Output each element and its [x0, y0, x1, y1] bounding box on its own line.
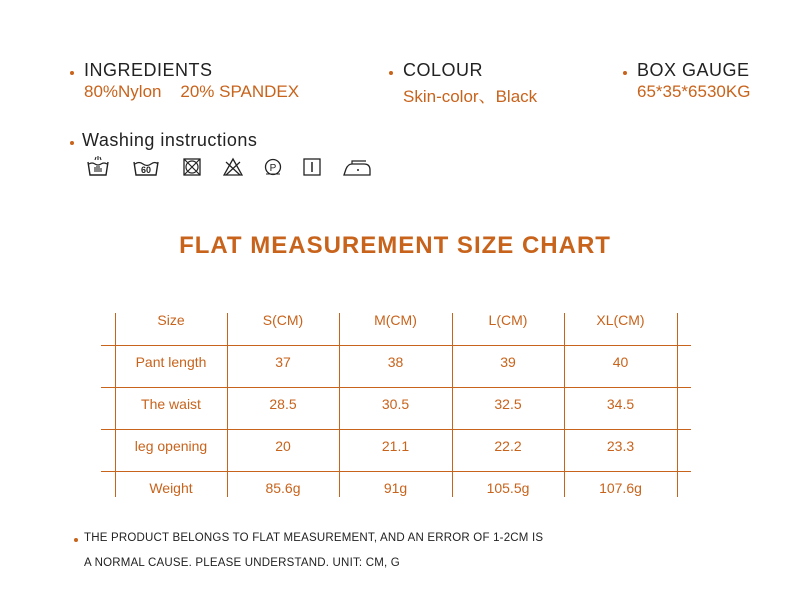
table-cell: 20 [275, 438, 291, 454]
colour-label: COLOUR [403, 60, 484, 80]
no-bleach-icon [223, 156, 243, 178]
bullet-dot [70, 71, 74, 75]
table-cell: 28.5 [269, 396, 297, 412]
table-cell: 30.5 [381, 396, 410, 412]
table-column-divider [677, 313, 678, 497]
box-gauge-label: BOX GAUGE [637, 60, 750, 80]
size-chart-title: FLAT MEASUREMENT SIZE CHART [179, 232, 611, 259]
table-header-cell: Size [157, 312, 185, 328]
wash-60-icon [132, 156, 160, 178]
line-dry-icon [302, 156, 322, 178]
bullet-dot [389, 71, 393, 75]
box-gauge-block [637, 60, 750, 102]
note-bullet-dot [74, 538, 78, 542]
table-cell: 23.3 [606, 438, 635, 454]
table-cell: 105.5g [486, 480, 530, 496]
table-cell: 37 [275, 354, 291, 370]
colour-block [403, 60, 537, 107]
table-cell: 22.2 [494, 438, 522, 454]
table-cell: 107.6g [599, 480, 642, 496]
hand-wash-icon [86, 156, 110, 178]
table-row-label: The waist [141, 396, 201, 412]
table-header-cell: M(CM) [374, 312, 417, 328]
table-row-label: leg opening [134, 438, 208, 454]
table-cell: 85.6g [265, 480, 301, 496]
iron-low-icon [342, 156, 372, 178]
wash-temp-label: 60 [140, 165, 152, 175]
table-cell: 32.5 [494, 396, 522, 412]
ingredients-block [84, 60, 299, 102]
washing-label: Washing instructions [82, 130, 258, 150]
table-header-cell: S(CM) [262, 312, 304, 328]
bullet-dot [70, 141, 74, 145]
table-cell: 39 [500, 354, 516, 370]
size-chart-table [101, 313, 691, 497]
table-row-label: Weight [149, 480, 193, 496]
table-cell: 38 [387, 354, 404, 370]
dry-clean-letter: P [269, 163, 277, 174]
table-cell: 91g [383, 480, 408, 496]
no-tumble-dry-icon [182, 156, 202, 178]
colour-value: Skin-color、Black [403, 87, 538, 106]
dry-clean-p-icon [263, 156, 283, 178]
washing-block [82, 130, 257, 151]
table-header-cell: L(CM) [488, 312, 528, 328]
table-cell: 21.1 [381, 438, 410, 454]
note-line-1: THE PRODUCT BELONGS TO FLAT MEASUREMENT, AND AN ERROR OF 1-2CM IS [84, 532, 544, 544]
box-gauge-value: 65*35*6530KG [637, 82, 751, 101]
table-cell: 34.5 [606, 396, 635, 412]
table-row-label: Pant length [135, 354, 207, 370]
note-line-2: A NORMAL CAUSE. PLEASE UNDERSTAND. UNIT: CM, G [84, 557, 400, 569]
ingredients-label: INGREDIENTS [84, 60, 213, 80]
ingredients-value: 80%Nylon 20% SPANDEX [84, 82, 300, 101]
table-header-cell: XL(CM) [596, 312, 645, 328]
bullet-dot [623, 71, 627, 75]
table-cell: 40 [612, 354, 629, 370]
